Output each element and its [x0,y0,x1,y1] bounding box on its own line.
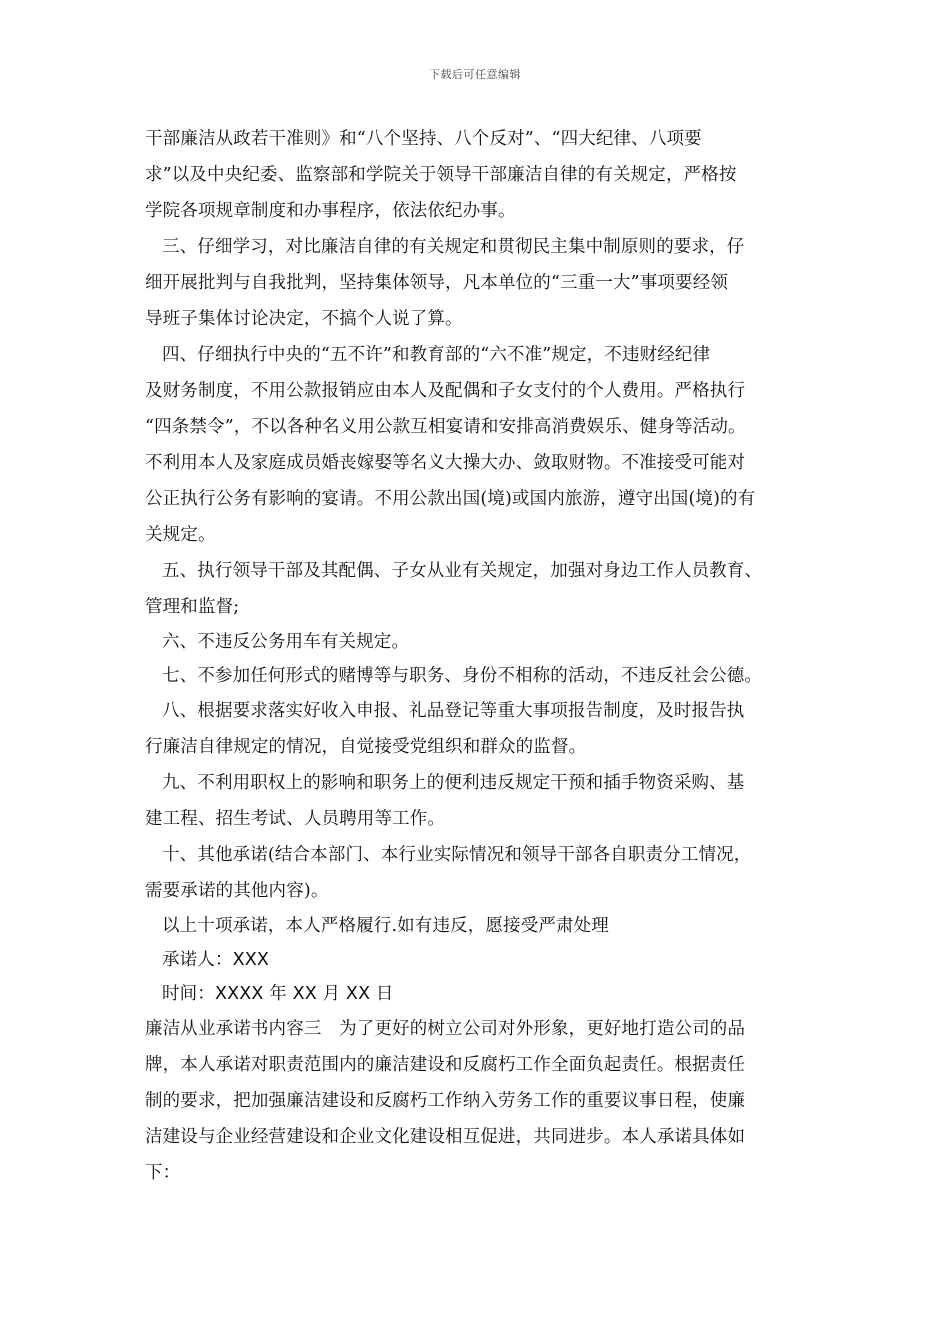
text-line: 细开展批判与自我批判，坚持集体领导，凡本单位的“三重一大”事项要经领 [145,273,728,293]
text-line: 管理和监督; [145,597,240,617]
text-line: 廉洁从业承诺书内容三 为了更好的树立公司对外形象，更好地打造公司的品 [145,1019,746,1039]
text-line: 十、其他承诺(结合本部门、本行业实际情况和领导干部各自职责分工情况， [162,845,752,865]
text-line: 六、不违反公务用车有关规定。 [162,632,410,652]
text-line: 九、不利用职权上的影响和职务上的便利违反规定干预和插手物资采购、基 [162,773,745,793]
document-body [145,121,813,1191]
text-line: 导班子集体讨论决定，不搞个人说了算。 [145,309,463,329]
signer-line: 承诺人：XXX [162,950,270,970]
text-line: 洁建设与企业经营建设和企业文化建设相互促进，共同进步。本人承诺具体如 [145,1127,746,1147]
text-line: 及财务制度，不用公款报销应由本人及配偶和子女支付的个人费用。严格执行 [145,381,746,401]
text-line: 八、根据要求落实好收入申报、礼品登记等重大事项报告制度，及时报告执 [162,701,745,721]
text-line: 需要承诺的其他内容)。 [145,881,329,901]
text-line: 七、不参加任何形式的赌博等与职务、身份不相称的活动，不违反社会公德。 [162,666,763,686]
date-line: 时间：XXXX 年 XX 月 XX 日 [162,984,394,1004]
text-line: 牌，本人承诺对职责范围内的廉洁建设和反腐朽工作全面负起责任。根据责任 [145,1055,746,1075]
text-line: 五、执行领导干部及其配偶、子女从业有关规定，加强对身边工作人员教育、 [162,561,763,581]
text-line: 求”以及中央纪委、监察部和学院关于领导干部廉洁自律的有关规定，严格按 [145,165,737,185]
text-line: 制的要求，把加强廉洁建设和反腐朽工作纳入劳务工作的重要议事日程，使廉 [145,1091,746,1111]
text-line: 不利用本人及家庭成员婚丧嫁娶等名义大操大办、敛取财物。不准接受可能对 [145,453,746,473]
text-line: 四、仔细执行中央的“五不许”和教育部的“六不准”规定，不违财经纪律 [162,345,711,365]
page-header: 下载后可任意编辑 [429,68,521,81]
text-line: 建工程、招生考试、人员聘用等工作。 [145,809,446,829]
text-line: 学院各项规章制度和办事程序，依法依纪办事。 [145,201,516,221]
text-line: 行廉洁自律规定的情况，自觉接受党组织和群众的监督。 [145,737,587,757]
text-line: 以上十项承诺，本人严格履行.如有违反，愿接受严肃处理 [162,916,609,936]
text-line: 下： [145,1163,181,1183]
text-line: 干部廉洁从政若干准则》和“八个坚持、八个反对”、“四大纪律、八项要 [145,129,702,149]
text-line: 三、仔细学习，对比廉洁自律的有关规定和贯彻民主集中制原则的要求，仔 [162,237,745,257]
text-line: 关规定。 [145,525,216,545]
text-line: “四条禁令”，不以各种名义用公款互相宴请和安排高消费娱乐、健身等活动。 [145,417,746,437]
text-line: 公正执行公务有影响的宴请。不用公款出国(境)或国内旅游，遵守出国(境)的有 [145,489,756,509]
